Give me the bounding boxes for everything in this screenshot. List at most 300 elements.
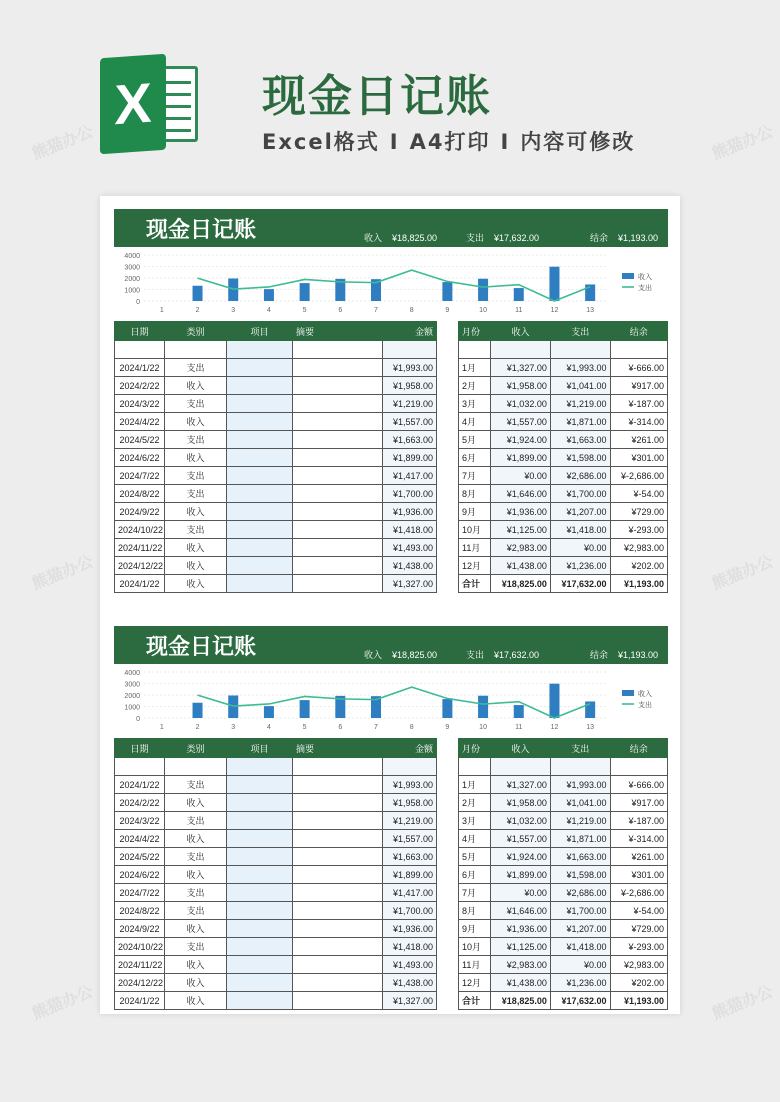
- ledger-note-cell: [293, 794, 383, 812]
- ledger-date-cell: 2024/6/22: [115, 449, 165, 467]
- ledger-amount-cell: ¥1,417.00: [383, 884, 437, 902]
- ledger-note-cell: [293, 830, 383, 848]
- summary-header-cell: 支出: [550, 739, 610, 758]
- summary-month-cell: 6月: [459, 449, 491, 467]
- summary-income-cell: ¥1,936.00: [491, 920, 551, 938]
- summary-row: [459, 938, 668, 956]
- ledger-item-cell: [227, 794, 293, 812]
- x-tick-label: 8: [409, 307, 414, 314]
- ledger-header-cell: 类别: [165, 739, 227, 758]
- summary-income-cell: ¥0.00: [491, 467, 551, 485]
- summary-month-cell: 6月: [459, 866, 491, 884]
- ledger-date-cell: 2024/7/22: [115, 884, 165, 902]
- summary-total-expense: ¥17,632.00: [550, 992, 610, 1010]
- ledger-item-cell: [227, 920, 293, 938]
- ledger-row: [115, 758, 437, 776]
- ledger-item-cell: [227, 557, 293, 575]
- ledger-note-cell: [293, 884, 383, 902]
- summary-income-cell: ¥1,958.00: [491, 377, 551, 395]
- ledger-type-cell: 收入: [165, 575, 227, 593]
- chart-bar: [300, 700, 310, 718]
- sheet-title: 现金日记账: [146, 635, 257, 660]
- summary-balance-cell: ¥-187.00: [610, 395, 667, 413]
- ledger-type-cell: 收入: [165, 557, 227, 575]
- ledger-amount-cell: ¥1,219.00: [383, 395, 437, 413]
- ledger-item-cell: [227, 467, 293, 485]
- summary-total-income: ¥18,825.00: [491, 992, 551, 1010]
- ledger-amount-cell: ¥1,438.00: [383, 974, 437, 992]
- ledger-item-cell: [227, 866, 293, 884]
- ledger-note-cell: [293, 992, 383, 1010]
- y-tick-label: 3000: [124, 681, 140, 689]
- tables-area: [114, 321, 668, 591]
- ledger-header-cell: 金额: [383, 739, 437, 758]
- summary-expense-cell: ¥1,598.00: [550, 866, 610, 884]
- chart-bar: [549, 684, 559, 718]
- summary-row: [459, 866, 668, 884]
- ledger-item-cell: [227, 974, 293, 992]
- ledger-date-cell: 2024/12/22: [115, 557, 165, 575]
- ledger-date-cell: 2024/1/22: [115, 776, 165, 794]
- ledger-note-cell: [293, 521, 383, 539]
- ledger-row: [115, 557, 437, 575]
- ledger-amount-cell: ¥1,327.00: [383, 992, 437, 1010]
- summary-income-cell: ¥2,983.00: [491, 956, 551, 974]
- summary-header-cell: 结余: [610, 739, 667, 758]
- x-tick-label: 3: [231, 307, 236, 314]
- ledger-date-cell: 2024/1/22: [115, 359, 165, 377]
- chart-bar: [264, 706, 274, 718]
- ledger-type-cell: 收入: [165, 539, 227, 557]
- x-tick-label: 13: [586, 307, 595, 314]
- ledger-header-cell: 日期: [115, 739, 165, 758]
- summary-income-cell: ¥1,438.00: [491, 974, 551, 992]
- summary-header-cell: 月份: [459, 322, 491, 341]
- summary-balance-cell: [610, 758, 667, 776]
- ledger-date-cell: 2024/9/22: [115, 503, 165, 521]
- summary-balance-cell: ¥-54.00: [610, 902, 667, 920]
- ledger-row: [115, 920, 437, 938]
- summary-balance-cell: ¥261.00: [610, 848, 667, 866]
- ledger-header-row: [115, 739, 437, 758]
- ledger-row: [115, 938, 437, 956]
- summary-balance-cell: ¥301.00: [610, 866, 667, 884]
- ledger-header-cell: 摘要: [293, 322, 383, 341]
- ledger-note-cell: [293, 557, 383, 575]
- ledger-amount-cell: [383, 758, 437, 776]
- summary-month-cell: 11月: [459, 539, 491, 557]
- ledger-date-cell: 2024/2/22: [115, 794, 165, 812]
- chart-bar: [193, 703, 203, 718]
- ledger-item-cell: [227, 848, 293, 866]
- ledger-item-cell: [227, 992, 293, 1010]
- summary-income-cell: ¥1,327.00: [491, 359, 551, 377]
- ledger-amount-cell: ¥1,993.00: [383, 776, 437, 794]
- summary-expense-cell: ¥1,993.00: [550, 776, 610, 794]
- legend-label-expense: 支出: [638, 702, 652, 709]
- ledger-item-cell: [227, 431, 293, 449]
- summary-month-cell: 2月: [459, 794, 491, 812]
- summary-row: [459, 974, 668, 992]
- summary-month-cell: [459, 758, 491, 776]
- summary-month-cell: 9月: [459, 920, 491, 938]
- summary-balance-cell: ¥-314.00: [610, 413, 667, 431]
- summary-month-cell: 5月: [459, 848, 491, 866]
- summary-income-cell: ¥0.00: [491, 884, 551, 902]
- summary-month-cell: 1月: [459, 776, 491, 794]
- chart-bar: [478, 696, 488, 718]
- summary-expense-cell: ¥1,871.00: [550, 830, 610, 848]
- summary-balance-cell: ¥202.00: [610, 974, 667, 992]
- x-tick-label: 7: [374, 724, 378, 731]
- watermark: 熊猫办公: [29, 123, 96, 164]
- summary-income-cell: ¥1,958.00: [491, 794, 551, 812]
- summary-balance-cell: ¥202.00: [610, 557, 667, 575]
- y-tick-label: 0: [136, 299, 140, 306]
- ledger-header-cell: 摘要: [293, 739, 383, 758]
- summary-balance-cell: ¥-666.00: [610, 776, 667, 794]
- ledger-date-cell: 2024/3/22: [115, 395, 165, 413]
- legend-swatch-income: [622, 690, 634, 696]
- sheet-title-bar: [114, 626, 668, 664]
- ledger-note-cell: [293, 449, 383, 467]
- ledger-note-cell: [293, 812, 383, 830]
- summary-income-cell: ¥2,983.00: [491, 539, 551, 557]
- summary-row: [459, 503, 668, 521]
- ledger-amount-cell: ¥1,663.00: [383, 848, 437, 866]
- ledger-item-cell: [227, 449, 293, 467]
- ledger-note-cell: [293, 467, 383, 485]
- ledger-amount-cell: ¥1,418.00: [383, 521, 437, 539]
- chart-bar: [300, 283, 310, 301]
- summary-month-cell: 12月: [459, 974, 491, 992]
- summary-row: [459, 920, 668, 938]
- legend-label-expense: 支出: [638, 285, 652, 292]
- ledger-item-cell: [227, 758, 293, 776]
- summary-header-cell: 结余: [610, 322, 667, 341]
- summary-total-balance: ¥1,193.00: [610, 575, 667, 593]
- chart-line-expense: [198, 270, 591, 301]
- summary-month-cell: 12月: [459, 557, 491, 575]
- ledger-amount-cell: ¥1,327.00: [383, 575, 437, 593]
- sheet-title: 现金日记账: [146, 218, 257, 243]
- ledger-row: [115, 902, 437, 920]
- summary-month-cell: 4月: [459, 413, 491, 431]
- y-tick-label: 4000: [124, 253, 140, 260]
- ledger-amount-cell: ¥1,417.00: [383, 467, 437, 485]
- summary-expense-cell: ¥1,418.00: [550, 521, 610, 539]
- y-tick-label: 4000: [124, 670, 140, 677]
- ledger-row: [115, 485, 437, 503]
- ledger-date-cell: [115, 341, 165, 359]
- summary-row: [459, 812, 668, 830]
- x-tick-label: 6: [338, 724, 343, 731]
- ledger-row: [115, 395, 437, 413]
- ledger-row: [115, 812, 437, 830]
- cash-journal-sheet-1: [114, 209, 668, 591]
- ledger-type-cell: 支出: [165, 521, 227, 539]
- summary-income-cell: ¥1,557.00: [491, 413, 551, 431]
- summary-month-cell: 11月: [459, 956, 491, 974]
- summary-income-cell: ¥1,438.00: [491, 557, 551, 575]
- summary-total-income: ¥18,825.00: [491, 575, 551, 593]
- summary-row: [459, 485, 668, 503]
- summary-expense-cell: ¥1,663.00: [550, 848, 610, 866]
- x-tick-label: 1: [159, 307, 164, 314]
- summary-row: [459, 956, 668, 974]
- summary-income-cell: ¥1,924.00: [491, 431, 551, 449]
- ledger-note-cell: [293, 776, 383, 794]
- ledger-type-cell: 支出: [165, 848, 227, 866]
- ledger-date-cell: 2024/12/22: [115, 974, 165, 992]
- sheet-title-bar: [114, 209, 668, 247]
- ledger-date-cell: 2024/7/22: [115, 467, 165, 485]
- ledger-item-cell: [227, 776, 293, 794]
- page-subtitle: [262, 126, 635, 156]
- summary-month-cell: 8月: [459, 902, 491, 920]
- watermark: 熊猫办公: [29, 553, 96, 594]
- summary-balance-cell: ¥-187.00: [610, 812, 667, 830]
- ledger-note-cell: [293, 503, 383, 521]
- legend-label-income: 收入: [638, 274, 652, 281]
- summary-balance-cell: [610, 341, 667, 359]
- ledger-table: [114, 738, 437, 1010]
- income-summary: 收入 ¥18,825.00: [364, 650, 438, 660]
- ledger-note-cell: [293, 377, 383, 395]
- summary-balance-cell: ¥-54.00: [610, 485, 667, 503]
- ledger-amount-cell: ¥1,958.00: [383, 794, 437, 812]
- chart-svg: [114, 664, 668, 738]
- summary-month-cell: 8月: [459, 485, 491, 503]
- summary-expense-cell: [550, 758, 610, 776]
- summary-row: [459, 557, 668, 575]
- page-title: 现金日记账: [262, 71, 492, 122]
- summary-balance-cell: ¥261.00: [610, 431, 667, 449]
- summary-expense-cell: ¥0.00: [550, 539, 610, 557]
- summary-balance-cell: ¥917.00: [610, 377, 667, 395]
- x-tick-label: 11: [515, 307, 523, 314]
- ledger-row: [115, 413, 437, 431]
- summary-expense-cell: ¥1,993.00: [550, 359, 610, 377]
- ledger-item-cell: [227, 341, 293, 359]
- ledger-row: [115, 956, 437, 974]
- summary-income-cell: ¥1,032.00: [491, 395, 551, 413]
- ledger-date-cell: 2024/10/22: [115, 938, 165, 956]
- summary-header-cell: 月份: [459, 739, 491, 758]
- subtitle-print: A4打印: [409, 130, 491, 154]
- summary-row: [459, 830, 668, 848]
- summary-month-cell: 10月: [459, 938, 491, 956]
- ledger-row: [115, 794, 437, 812]
- x-tick-label: 10: [479, 724, 487, 731]
- summary-row: [459, 794, 668, 812]
- ledger-amount-cell: ¥1,493.00: [383, 956, 437, 974]
- chart-svg: [114, 247, 668, 321]
- ledger-item-cell: [227, 413, 293, 431]
- ledger-amount-cell: ¥1,700.00: [383, 485, 437, 503]
- x-tick-label: 6: [338, 307, 343, 314]
- ledger-note-cell: [293, 539, 383, 557]
- x-tick-label: 4: [266, 307, 271, 314]
- x-tick-label: 7: [374, 307, 378, 314]
- ledger-amount-cell: ¥1,493.00: [383, 539, 437, 557]
- ledger-row: [115, 359, 437, 377]
- balance-summary: 结余 ¥1,193.00: [590, 650, 659, 660]
- summary-expense-cell: ¥1,871.00: [550, 413, 610, 431]
- y-tick-label: 3000: [124, 264, 140, 272]
- chart-bar: [193, 286, 203, 301]
- summary-header-row: [459, 739, 668, 758]
- summary-month-cell: 10月: [459, 521, 491, 539]
- ledger-note-cell: [293, 395, 383, 413]
- ledger-item-cell: [227, 485, 293, 503]
- ledger-header-cell: 项目: [227, 739, 293, 758]
- summary-month-cell: 3月: [459, 812, 491, 830]
- ledger-type-cell: 支出: [165, 467, 227, 485]
- ledger-date-cell: 2024/10/22: [115, 521, 165, 539]
- summary-income-cell: ¥1,125.00: [491, 521, 551, 539]
- cash-journal-sheet-2: [114, 626, 668, 1008]
- ledger-date-cell: 2024/4/22: [115, 413, 165, 431]
- chart-bar: [442, 699, 452, 718]
- ledger-row: [115, 539, 437, 557]
- ledger-amount-cell: ¥1,700.00: [383, 902, 437, 920]
- ledger-date-cell: 2024/6/22: [115, 866, 165, 884]
- summary-row: [459, 902, 668, 920]
- ledger-date-cell: 2024/1/22: [115, 992, 165, 1010]
- ledger-item-cell: [227, 395, 293, 413]
- ledger-type-cell: 收入: [165, 866, 227, 884]
- legend-swatch-income: [622, 273, 634, 279]
- ledger-item-cell: [227, 521, 293, 539]
- x-tick-label: 2: [195, 724, 200, 731]
- summary-income-cell: ¥1,936.00: [491, 503, 551, 521]
- ledger-header-cell: 类别: [165, 322, 227, 341]
- expense-summary: 支出 ¥17,632.00: [466, 650, 540, 660]
- summary-balance-cell: ¥2,983.00: [610, 956, 667, 974]
- ledger-amount-cell: ¥1,438.00: [383, 557, 437, 575]
- summary-month-cell: 2月: [459, 377, 491, 395]
- ledger-amount-cell: ¥1,557.00: [383, 413, 437, 431]
- ledger-note-cell: [293, 956, 383, 974]
- summary-income-cell: ¥1,327.00: [491, 776, 551, 794]
- ledger-header-cell: 日期: [115, 322, 165, 341]
- ledger-amount-cell: ¥1,936.00: [383, 503, 437, 521]
- summary-expense-cell: ¥1,236.00: [550, 557, 610, 575]
- excel-x-letter: X: [100, 54, 166, 155]
- ledger-type-cell: 支出: [165, 902, 227, 920]
- ledger-type-cell: 收入: [165, 377, 227, 395]
- summary-expense-cell: ¥2,686.00: [550, 884, 610, 902]
- watermark: 熊猫办公: [29, 983, 96, 1024]
- watermark: 熊猫办公: [709, 123, 776, 164]
- ledger-row: [115, 503, 437, 521]
- ledger-type-cell: 收入: [165, 830, 227, 848]
- summary-income-cell: ¥1,125.00: [491, 938, 551, 956]
- summary-income-cell: ¥1,899.00: [491, 449, 551, 467]
- summary-balance-cell: ¥-293.00: [610, 938, 667, 956]
- summary-row: [459, 431, 668, 449]
- summary-income-cell: [491, 341, 551, 359]
- summary-balance-cell: ¥-314.00: [610, 830, 667, 848]
- summary-income-cell: ¥1,924.00: [491, 848, 551, 866]
- watermark: 熊猫办公: [709, 983, 776, 1024]
- x-tick-label: 4: [266, 724, 271, 731]
- x-tick-label: 5: [302, 724, 307, 731]
- ledger-note-cell: [293, 920, 383, 938]
- ledger-amount-cell: ¥1,993.00: [383, 359, 437, 377]
- ledger-item-cell: [227, 812, 293, 830]
- ledger-amount-cell: ¥1,418.00: [383, 938, 437, 956]
- subtitle-editable: 内容可修改: [520, 130, 636, 154]
- ledger-date-cell: 2024/11/22: [115, 956, 165, 974]
- summary-expense-cell: ¥1,700.00: [550, 485, 610, 503]
- ledger-note-cell: [293, 974, 383, 992]
- ledger-amount-cell: ¥1,899.00: [383, 449, 437, 467]
- summary-total-balance: ¥1,193.00: [610, 992, 667, 1010]
- summary-total-label: 合计: [459, 575, 491, 593]
- ledger-note-cell: [293, 431, 383, 449]
- summary-month-cell: 1月: [459, 359, 491, 377]
- ledger-date-cell: [115, 758, 165, 776]
- y-tick-label: 2000: [124, 276, 140, 283]
- ledger-type-cell: 收入: [165, 992, 227, 1010]
- ledger-amount-cell: ¥1,936.00: [383, 920, 437, 938]
- ledger-date-cell: 2024/3/22: [115, 812, 165, 830]
- ledger-amount-cell: [383, 341, 437, 359]
- ledger-date-cell: 2024/1/22: [115, 575, 165, 593]
- x-tick-label: 1: [159, 724, 164, 731]
- ledger-row: [115, 884, 437, 902]
- x-tick-label: 2: [195, 307, 200, 314]
- balance-summary: 结余 ¥1,193.00: [590, 233, 659, 243]
- ledger-row: [115, 341, 437, 359]
- x-tick-label: 5: [302, 307, 307, 314]
- summary-balance-cell: ¥-293.00: [610, 521, 667, 539]
- summary-expense-cell: ¥1,207.00: [550, 920, 610, 938]
- ledger-amount-cell: ¥1,958.00: [383, 377, 437, 395]
- tables-area: [114, 738, 668, 1008]
- ledger-type-cell: 支出: [165, 431, 227, 449]
- y-tick-label: 1000: [124, 287, 140, 295]
- ledger-row: [115, 776, 437, 794]
- ledger-note-cell: [293, 359, 383, 377]
- chart-line-expense: [198, 687, 591, 718]
- ledger-row: [115, 848, 437, 866]
- x-tick-label: 9: [445, 307, 450, 314]
- ledger-item-cell: [227, 938, 293, 956]
- ledger-row: [115, 575, 437, 593]
- ledger-note-cell: [293, 575, 383, 593]
- subtitle-format: Excel格式: [262, 130, 380, 154]
- ledger-amount-cell: ¥1,557.00: [383, 830, 437, 848]
- ledger-item-cell: [227, 956, 293, 974]
- summary-row: [459, 467, 668, 485]
- x-tick-label: 3: [231, 724, 236, 731]
- summary-income-cell: ¥1,557.00: [491, 830, 551, 848]
- ledger-note-cell: [293, 758, 383, 776]
- summary-income-cell: ¥1,899.00: [491, 866, 551, 884]
- ledger-amount-cell: ¥1,663.00: [383, 431, 437, 449]
- ledger-type-cell: 收入: [165, 413, 227, 431]
- summary-balance-cell: ¥917.00: [610, 794, 667, 812]
- ledger-note-cell: [293, 341, 383, 359]
- summary-month-cell: 4月: [459, 830, 491, 848]
- y-tick-label: 1000: [124, 704, 140, 712]
- ledger-row: [115, 431, 437, 449]
- summary-row: [459, 758, 668, 776]
- chart-bar: [514, 705, 524, 718]
